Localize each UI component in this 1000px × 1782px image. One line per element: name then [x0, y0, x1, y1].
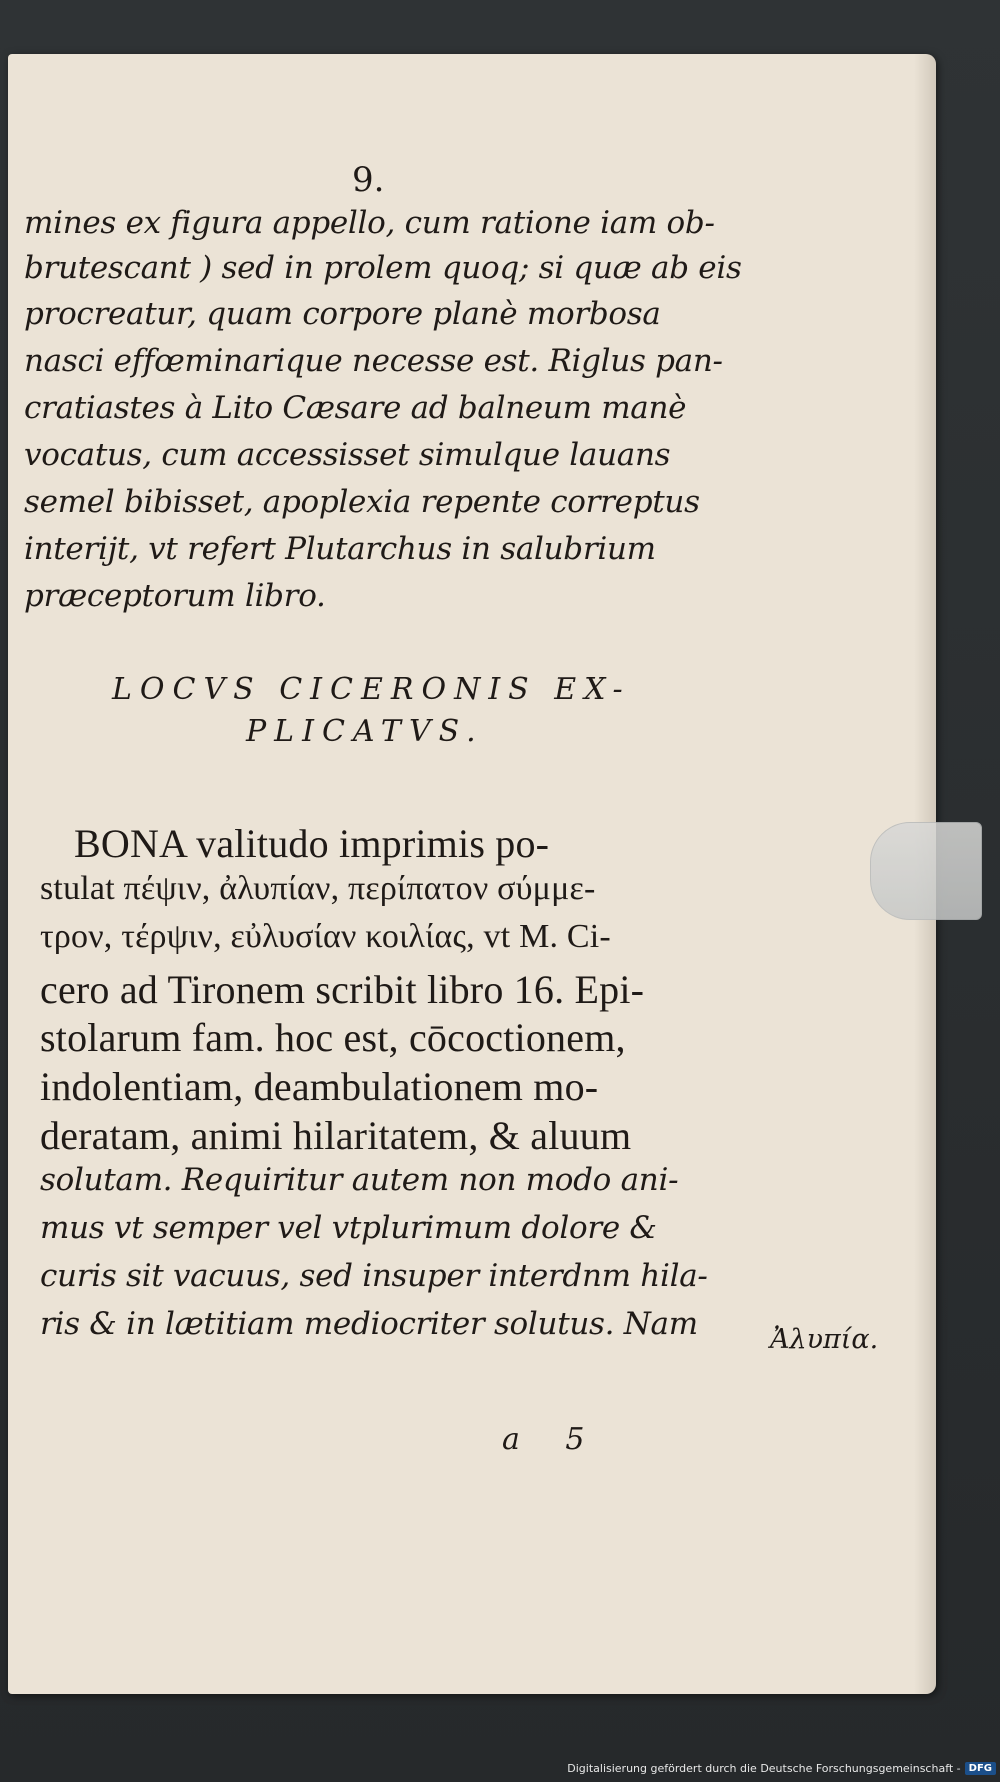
text-line: indolentiam, deambulationem mo-	[40, 1064, 599, 1109]
text-line: semel bibisset, apoplexia repente correptus	[24, 484, 700, 520]
text-line-greek: stulat πέψιν, ἀλυπίαν, περίπατον σύμμε-	[40, 870, 596, 907]
text-line: solutam. Requiritur autem non modo ani-	[40, 1162, 679, 1198]
credit-text: Digitalisierung gefördert durch die Deutsche Forschungsgemeinschaft -	[567, 1761, 961, 1775]
text-line: procreatur, quam corpore planè morbosa	[24, 296, 661, 332]
dfg-logo: DFG	[965, 1762, 996, 1775]
text-line: cratiastes à Lito Cæsare ad balneum manè	[24, 390, 687, 426]
text-line: præceptorum libro.	[24, 578, 326, 614]
text-line: interijt, vt refert Plutarchus in salubrium	[24, 531, 656, 567]
section-heading-line-1: LOCVS CICERONIS EX-	[112, 672, 631, 707]
text-line: vocatus, cum accessisset simulque lauans	[24, 437, 671, 473]
page-number: 9.	[352, 160, 385, 200]
text-line: mus vt semper vel vtplurimum dolore &	[40, 1210, 657, 1246]
text-line: ris & in lætitiam mediocriter solutus. Nam	[40, 1306, 698, 1342]
section-heading-line-2: PLICATVS.	[246, 714, 484, 749]
page-clip	[870, 822, 982, 920]
text-line: stolarum fam. hoc est, cōcoctionem,	[40, 1015, 626, 1060]
text-line: mines ex figura appello, cum ratione iam ob-	[24, 205, 715, 241]
text-line-greek: τρον, τέρψιν, εὐλυσίαν κοιλίας, vt M. Ci-	[40, 918, 611, 955]
digitization-credit	[567, 1758, 996, 1778]
text-line: deratam, animi hilaritatem, & aluum	[40, 1113, 632, 1158]
text-line: curis sit vacuus, sed insuper interdnm hila-	[40, 1258, 708, 1294]
text-line: cero ad Tironem scribit libro 16. Epi-	[40, 967, 645, 1012]
text-line: brutescant ) sed in prolem quoq; si quæ ab eis	[24, 250, 742, 286]
signature-mark: a 5	[502, 1422, 603, 1457]
margin-note: Ἀλυπία.	[770, 1324, 879, 1355]
text-line: BONA valitudo imprimis po-	[74, 821, 550, 866]
text-line: nasci effœminarique necesse est. Riglus pan-	[24, 343, 723, 379]
